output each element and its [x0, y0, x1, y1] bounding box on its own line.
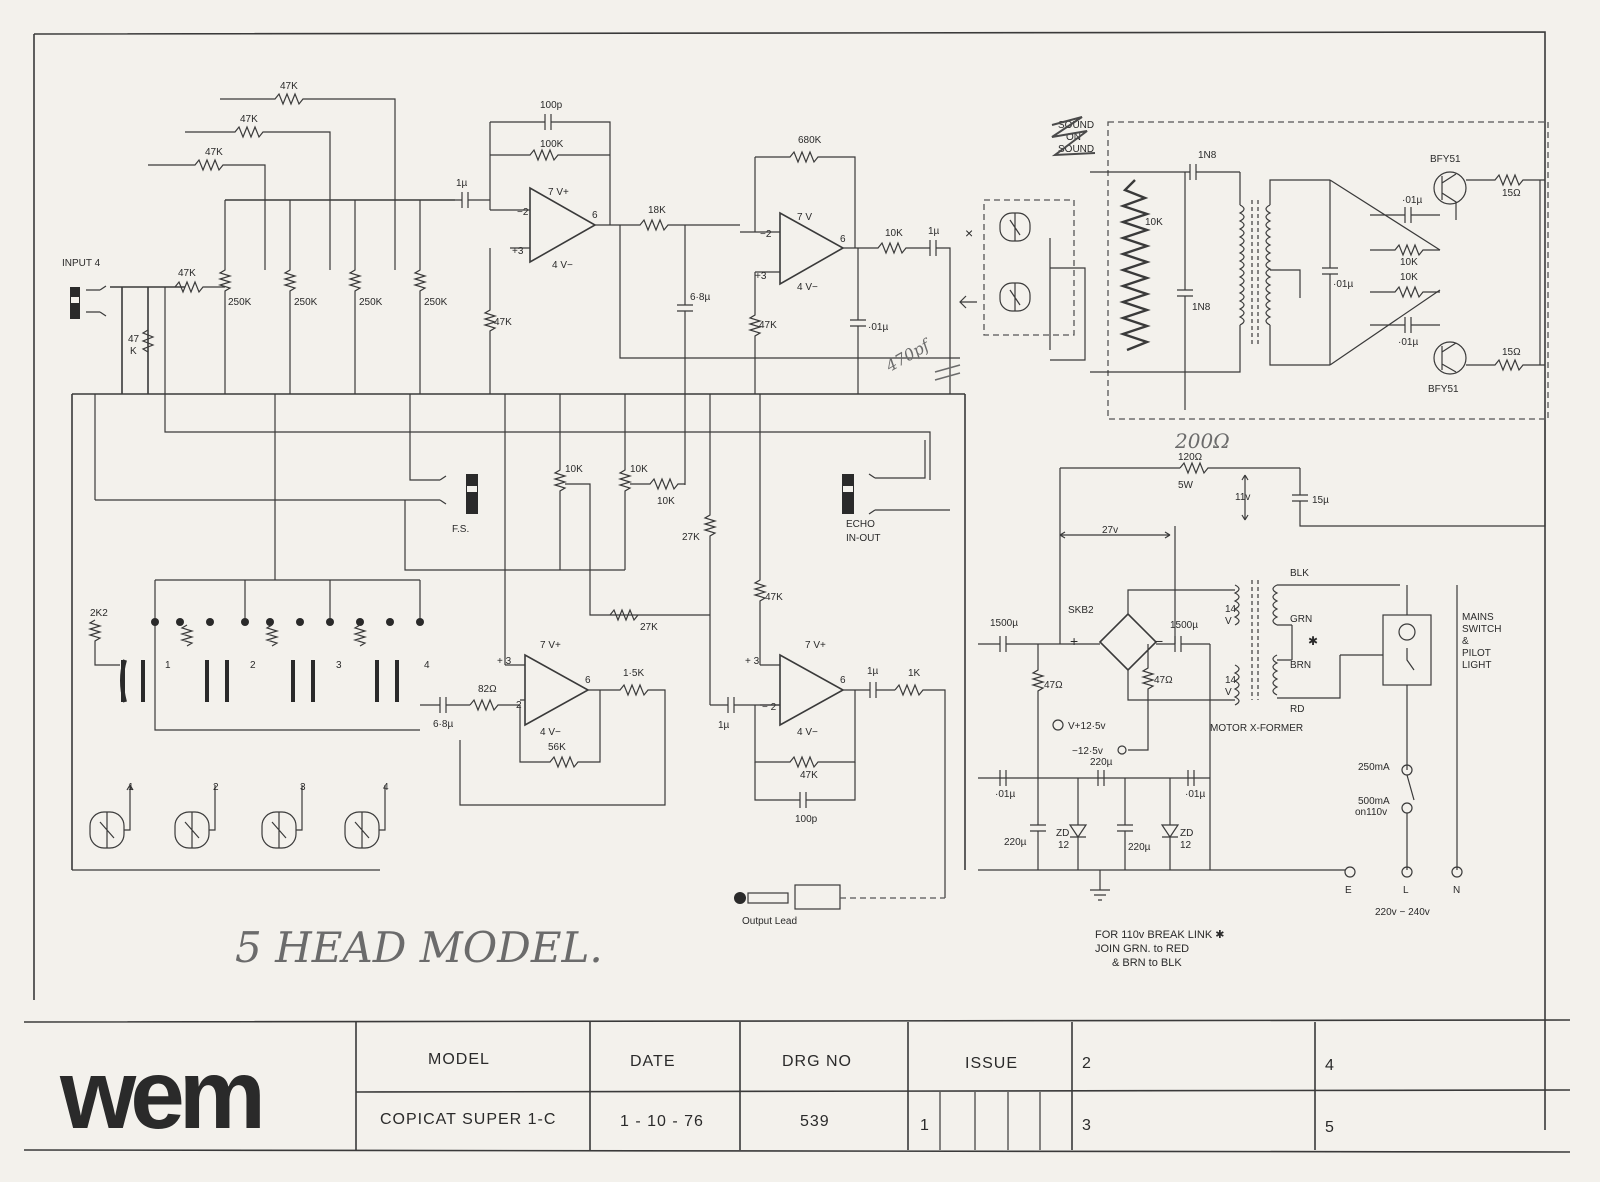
svg-text:47K: 47K: [765, 592, 783, 603]
svg-text:&: &: [1462, 636, 1469, 647]
svg-text:100p: 100p: [795, 814, 818, 825]
title-block: [24, 1020, 1570, 1152]
resistor-10k-b: [1370, 245, 1440, 268]
svg-text:47K: 47K: [205, 147, 223, 158]
footswitch-label: F.S.: [452, 524, 470, 535]
head-upper: [1000, 213, 1030, 241]
svg-text:+3: +3: [755, 271, 767, 282]
svg-text:56K: 56K: [548, 742, 566, 753]
pot-250k-2: [285, 200, 318, 394]
voltage-11v: 11v: [1235, 492, 1251, 503]
svg-text:220v − 240v: 220v − 240v: [1375, 907, 1430, 918]
capacitor-1u-a: [455, 178, 490, 208]
issue-header: ISSUE: [965, 1055, 1019, 1072]
svg-text:·01µ: ·01µ: [995, 789, 1016, 800]
echo-label: ECHO: [846, 519, 875, 530]
svg-text:2K2: 2K2: [90, 608, 108, 619]
issue-1: 1: [920, 1117, 930, 1134]
resistor-120-5w: [1174, 429, 1300, 491]
svg-text:47K: 47K: [494, 317, 512, 328]
svg-text:12: 12: [1180, 840, 1192, 851]
svg-text:+ 3: + 3: [745, 656, 760, 667]
opamp-4: [745, 640, 858, 738]
svg-text:−2: −2: [760, 229, 772, 240]
svg-text:250mA: 250mA: [1358, 762, 1390, 773]
model-value: COPICAT SUPER 1-C: [380, 1111, 557, 1128]
svg-text:−2: −2: [517, 207, 529, 218]
resistor-27k-b: [610, 610, 658, 633]
capacitor-1u-d: [858, 666, 895, 698]
svg-text:4 V−: 4 V−: [797, 282, 818, 293]
svg-text:+3: +3: [512, 246, 524, 257]
svg-text:ZD: ZD: [1056, 828, 1070, 839]
motor-transformer: [1210, 568, 1400, 734]
resistor-47k-h: [755, 394, 783, 665]
wem-logo: wem: [60, 1039, 260, 1149]
svg-text:250K: 250K: [424, 297, 448, 308]
svg-text:FOR 110v BREAK LINK ✱: FOR 110v BREAK LINK ✱: [1095, 929, 1225, 941]
svg-text:L: L: [1403, 885, 1409, 896]
svg-text:SOUND: SOUND: [1058, 144, 1095, 155]
svg-text:680K: 680K: [798, 135, 822, 146]
svg-text:2: 2: [516, 700, 522, 711]
svg-text:7 V+: 7 V+: [805, 640, 826, 651]
svg-text:N: N: [1453, 885, 1461, 896]
voltage-conversion-note: [1095, 929, 1224, 969]
svg-text:6: 6: [840, 675, 846, 686]
svg-text:4: 4: [383, 782, 389, 793]
svg-text:1: 1: [128, 782, 134, 793]
issue-3: 3: [1082, 1117, 1092, 1134]
svg-text:6: 6: [592, 210, 598, 221]
svg-text:47Ω: 47Ω: [1154, 675, 1173, 686]
svg-text:15Ω: 15Ω: [1502, 347, 1521, 358]
resistor-47k-fb-1: [148, 147, 265, 270]
svg-text:12: 12: [1058, 840, 1070, 851]
svg-text:K: K: [130, 346, 137, 357]
svg-text:1µ: 1µ: [928, 226, 940, 237]
issue-5: 5: [1325, 1119, 1335, 1136]
capacitor-01u-f: [1185, 770, 1205, 800]
svg-text:47: 47: [128, 334, 140, 345]
svg-text:LIGHT: LIGHT: [1462, 660, 1492, 671]
resistor-15-a: [1466, 175, 1545, 199]
svg-text:250K: 250K: [359, 297, 383, 308]
svg-text:ON: ON: [1066, 132, 1081, 143]
svg-text:18K: 18K: [648, 205, 666, 216]
resistor-18k: [610, 205, 740, 230]
x-mark: ×: [965, 225, 974, 241]
svg-text:7 V+: 7 V+: [548, 187, 569, 198]
capacitor-100p-a: [490, 100, 610, 225]
pot-250k-1: [220, 200, 252, 394]
svg-text:47K: 47K: [759, 320, 777, 331]
ps-ground: [978, 870, 1345, 900]
svg-text:15µ: 15µ: [1312, 495, 1329, 506]
capacitor-1n8-b: [1177, 172, 1211, 410]
svg-text:82Ω: 82Ω: [478, 684, 497, 695]
resistor-47k-fb-3: [220, 81, 395, 270]
svg-text:1K: 1K: [908, 668, 921, 679]
resistor-47k-fb-2: [185, 114, 330, 270]
footswitch-jack: [95, 394, 478, 535]
resistor-47k-bias-1: [485, 248, 512, 394]
svg-text:14: 14: [1225, 675, 1237, 686]
svg-text:7 V+: 7 V+: [540, 640, 561, 651]
svg-text:220µ: 220µ: [1004, 837, 1027, 848]
resistor-47k-bias-2: [750, 272, 777, 394]
svg-text:14: 14: [1225, 604, 1237, 615]
handwritten-200-ohm: 200Ω: [1175, 429, 1230, 453]
svg-text:SOUND: SOUND: [1058, 120, 1095, 131]
svg-text:7 V: 7 V: [797, 212, 813, 223]
drg-no-header: DRG NO: [782, 1053, 852, 1070]
pot-10k-b: [620, 394, 648, 570]
vminus-label: −12·5v: [1072, 746, 1103, 757]
capacitor-01u-c: [1370, 195, 1440, 223]
svg-text:+: +: [1070, 633, 1079, 649]
svg-text:10K: 10K: [630, 464, 648, 475]
capacitor-220u-c: [1117, 778, 1151, 870]
capacitor-01u-e: [995, 770, 1015, 800]
resistor-10k-out: [858, 228, 925, 253]
mains-terminals: [1345, 867, 1462, 918]
transistor-bfy51-b: [1428, 342, 1466, 395]
capacitor-01u-b: [1322, 180, 1353, 365]
echo-label-2: IN-OUT: [846, 533, 881, 544]
resistor-100k: [490, 139, 610, 160]
date-header: DATE: [630, 1053, 676, 1070]
svg-text:SKB2: SKB2: [1068, 605, 1094, 616]
svg-text:PILOT: PILOT: [1462, 648, 1491, 659]
resistor-82: [470, 684, 520, 710]
svg-text:1µ: 1µ: [867, 666, 879, 677]
resistor-10k-c: [1370, 272, 1440, 297]
head-switch-bank: [122, 618, 430, 702]
svg-text:JOIN GRN. to RED: JOIN GRN. to RED: [1095, 943, 1190, 955]
svg-text:1N8: 1N8: [1192, 302, 1211, 313]
svg-text:6: 6: [585, 675, 591, 686]
svg-text:500mA: 500mA: [1358, 796, 1390, 807]
scribbled-pot-10k: [1123, 180, 1163, 350]
svg-text:BLK: BLK: [1290, 568, 1309, 579]
resistor-2k2: [90, 608, 120, 665]
svg-text:4 V−: 4 V−: [797, 727, 818, 738]
resistor-47-b: [1128, 644, 1173, 750]
resistor-47k-input: [175, 268, 225, 292]
svg-text:·01µ: ·01µ: [868, 322, 889, 333]
zener-12-a: [1056, 778, 1086, 870]
svg-text:+ 3: + 3: [497, 656, 512, 667]
model-header: MODEL: [428, 1051, 490, 1068]
svg-text:47K: 47K: [178, 268, 196, 279]
svg-text:10K: 10K: [1400, 272, 1418, 283]
svg-text:V: V: [1225, 687, 1232, 698]
capacitor-220u-b: [1090, 757, 1113, 786]
svg-text:2: 2: [213, 782, 219, 793]
svg-text:4 V−: 4 V−: [540, 727, 561, 738]
voltage-27v: 27v: [1102, 525, 1119, 536]
svg-text:2: 2: [250, 660, 256, 671]
svg-text:·01µ: ·01µ: [1402, 195, 1423, 206]
svg-text:1µ: 1µ: [718, 720, 730, 731]
svg-text:5W: 5W: [1178, 480, 1193, 491]
transistor-bfy51-a: [1430, 154, 1466, 220]
svg-text:3: 3: [300, 782, 306, 793]
svg-text:6: 6: [840, 234, 846, 245]
svg-text:47K: 47K: [800, 770, 818, 781]
capacitor-1500u-b: [1156, 620, 1210, 652]
handwritten-model-note: 5 HEAD MODEL.: [235, 923, 603, 972]
svg-text:47Ω: 47Ω: [1044, 680, 1063, 691]
svg-text:120Ω: 120Ω: [1178, 452, 1203, 463]
svg-text:BFY51: BFY51: [1428, 384, 1459, 395]
resistor-47-a: [1033, 644, 1063, 775]
svg-text:10K: 10K: [1145, 217, 1163, 228]
input-jack: [62, 258, 106, 319]
svg-text:15Ω: 15Ω: [1502, 188, 1521, 199]
svg-text:6·8µ: 6·8µ: [690, 292, 711, 303]
resistor-15-b: [1466, 180, 1545, 370]
svg-text:100K: 100K: [540, 139, 564, 150]
svg-text:1: 1: [165, 660, 171, 671]
pot-10k-a: [555, 394, 583, 570]
svg-text:1µ: 1µ: [456, 178, 468, 189]
svg-text:& BRN to BLK: & BRN to BLK: [1112, 957, 1182, 969]
resistor-1k: [895, 668, 945, 898]
svg-text:1500µ: 1500µ: [1170, 620, 1199, 631]
opamp-3: [497, 640, 610, 738]
svg-text:10K: 10K: [565, 464, 583, 475]
capacitor-1500u-a: [978, 618, 1100, 652]
mains-switch-pilot: [1340, 585, 1501, 770]
date-value: 1 - 10 - 76: [620, 1113, 704, 1130]
issue-2: 2: [1082, 1055, 1092, 1072]
resistor-47k-input-shunt: [128, 330, 153, 357]
resistor-27k-a: [682, 394, 715, 705]
echo-jack: [842, 440, 950, 544]
drg-no-value: 539: [800, 1113, 830, 1130]
opamp-2: [740, 212, 858, 293]
svg-text:✱: ✱: [1308, 634, 1319, 648]
svg-text:10K: 10K: [657, 496, 675, 507]
input-label: INPUT 4: [62, 258, 101, 269]
capacitor-01u-d: [1370, 317, 1440, 348]
svg-text:·01µ: ·01µ: [1185, 789, 1206, 800]
svg-text:MAINS: MAINS: [1462, 612, 1494, 623]
opamp-1: [490, 187, 610, 271]
capacitor-6u8-b: [420, 697, 470, 730]
svg-text:GRN: GRN: [1290, 614, 1313, 625]
svg-text:10K: 10K: [1400, 257, 1418, 268]
arrow-left-icon: [960, 296, 977, 308]
svg-text:·01µ: ·01µ: [1398, 337, 1419, 348]
svg-text:4 V−: 4 V−: [552, 260, 573, 271]
svg-text:47K: 47K: [240, 114, 258, 125]
svg-text:10K: 10K: [885, 228, 903, 239]
svg-text:47K: 47K: [280, 81, 298, 92]
fuse-holder: [1355, 762, 1414, 870]
svg-text:220µ: 220µ: [1128, 842, 1151, 853]
issue-4: 4: [1325, 1057, 1335, 1074]
bias-oscillator-box: [1108, 122, 1548, 419]
pot-250k-3: [350, 200, 383, 394]
output-lead: [734, 885, 945, 927]
svg-text:1·5K: 1·5K: [623, 668, 645, 679]
svg-text:250K: 250K: [294, 297, 318, 308]
svg-text:250K: 250K: [228, 297, 252, 308]
svg-text:E: E: [1345, 885, 1352, 896]
svg-text:− 2: − 2: [762, 702, 777, 713]
pot-250k-4: [415, 200, 448, 394]
output-lead-label: Output Lead: [742, 916, 798, 927]
svg-text:100p: 100p: [540, 100, 563, 111]
vplus-label: V+12·5v: [1068, 721, 1106, 732]
svg-text:220µ: 220µ: [1090, 757, 1113, 768]
svg-text:ZD: ZD: [1180, 828, 1194, 839]
svg-text:V: V: [1225, 616, 1232, 627]
svg-text:BFY51: BFY51: [1430, 154, 1461, 165]
motor-transformer-label: MOTOR X-FORMER: [1210, 723, 1304, 734]
svg-text:BRN: BRN: [1290, 660, 1312, 671]
resistor-10k-f: [630, 479, 685, 507]
svg-text:4: 4: [424, 660, 430, 671]
playback-heads: [72, 782, 389, 870]
sound-on-sound-label: [1052, 117, 1095, 155]
capacitor-1n8-a-label: 1N8: [1198, 150, 1217, 161]
svg-text:1500µ: 1500µ: [990, 618, 1019, 629]
svg-text:6·8µ: 6·8µ: [433, 719, 454, 730]
svg-text:−: −: [1155, 633, 1164, 649]
svg-text:on110v: on110v: [1355, 807, 1388, 818]
capacitor-6u8-a: [677, 225, 710, 485]
svg-text:3: 3: [336, 660, 342, 671]
svg-text:27K: 27K: [640, 622, 658, 633]
head-lower: [1000, 283, 1030, 311]
svg-text:·01µ: ·01µ: [1333, 279, 1354, 290]
capacitor-01u-a: [850, 248, 888, 394]
svg-text:27K: 27K: [682, 532, 700, 543]
handwritten-470pf: 470pf: [882, 335, 933, 376]
svg-text:SWITCH: SWITCH: [1462, 624, 1502, 635]
svg-text:RD: RD: [1290, 704, 1305, 715]
capacitor-15u: [1292, 420, 1545, 526]
